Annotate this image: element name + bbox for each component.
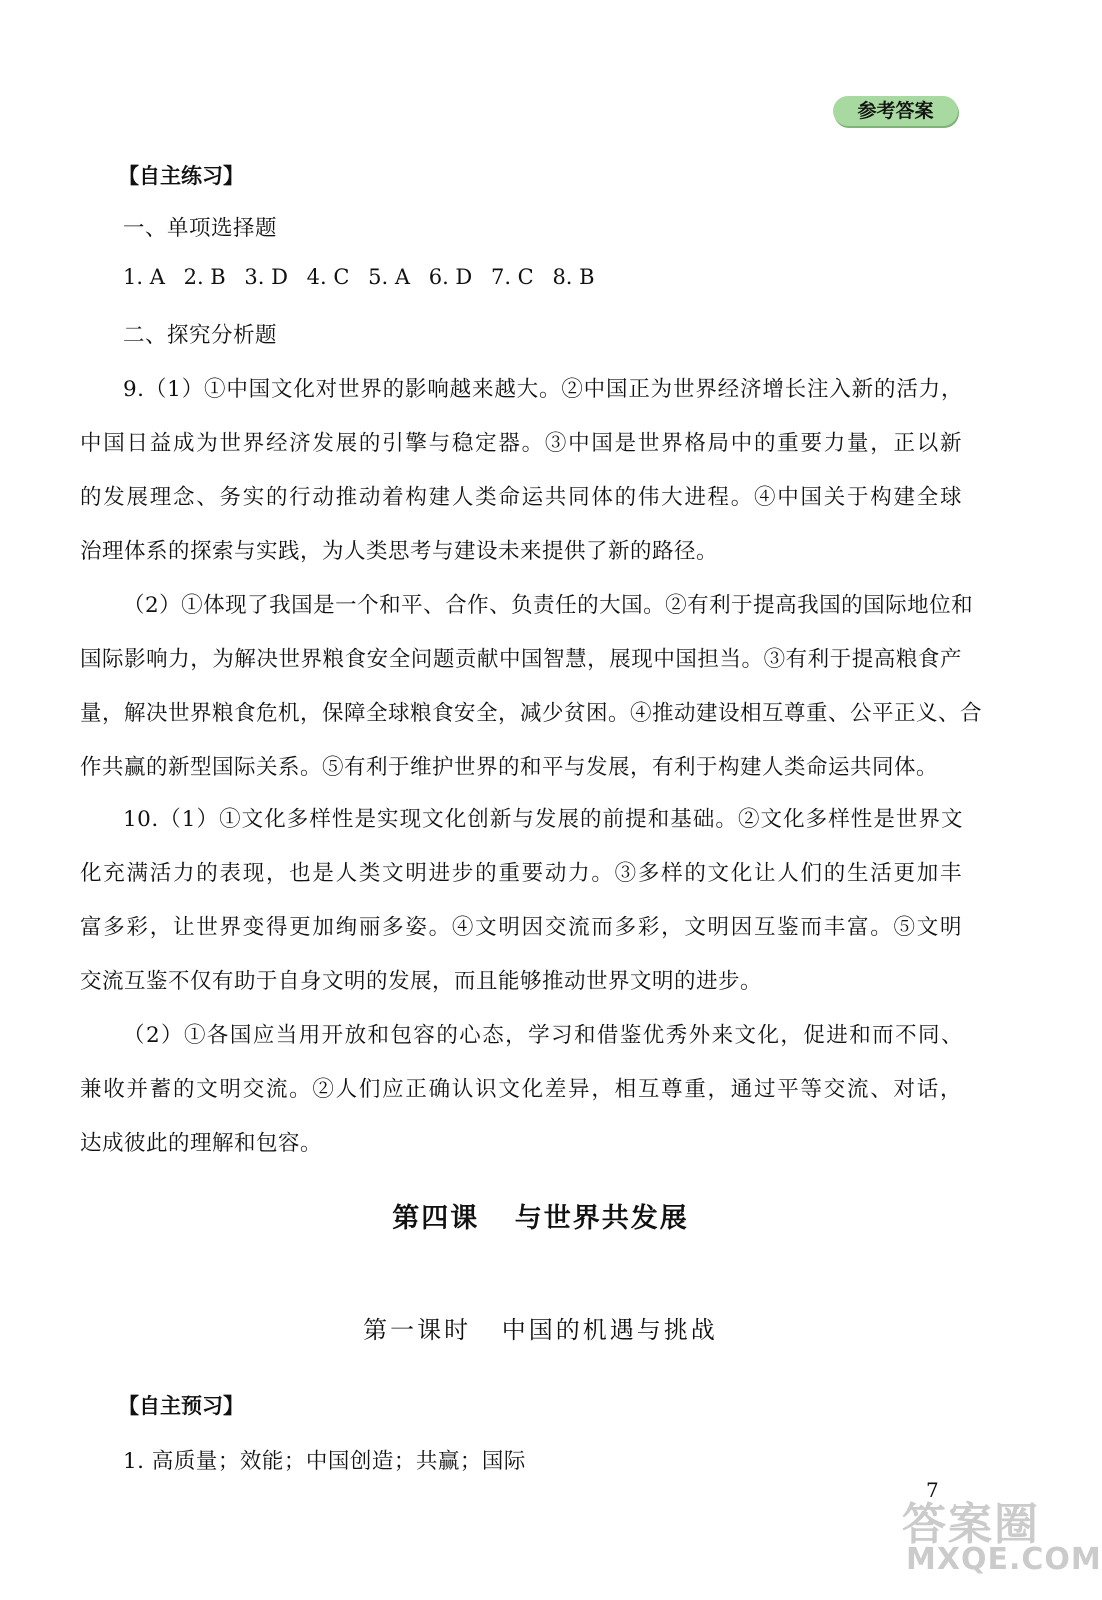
mc-answer: 5. A	[368, 265, 411, 289]
answer-line: 国际影响力，为解决世界粮食安全问题贡献中国智慧，展现中国担当。③有利于提高粮食产	[80, 647, 962, 672]
answer-line: 的发展理念、务实的行动推动着构建人类命运共同体的伟大进程。④中国关于构建全球	[80, 485, 962, 510]
answer-line: 作共赢的新型国际关系。⑤有利于维护世界的和平与发展，有利于构建人类命运共同体。	[80, 755, 939, 780]
answer-line: 兼收并蓄的文明交流。②人们应正确认识文化差异，相互尊重，通过平等交流、对话，	[80, 1077, 962, 1102]
mc-answer: 8. B	[552, 265, 595, 289]
answer-line: 中国日益成为世界经济发展的引擎与稳定器。③中国是世界格局中的重要力量，正以新	[80, 431, 962, 456]
site-watermark	[902, 1488, 1102, 1588]
answer-key-badge: 参考答案	[833, 96, 958, 126]
section-heading-self-practice: 【自主练习】	[118, 164, 244, 188]
answer-line: 化充满活力的表现，也是人类文明进步的重要动力。③多样的文化让人们的生活更加丰	[80, 861, 962, 886]
answer-line: （2）①体现了我国是一个和平、合作、负责任的大国。②有利于提高我国的国际地位和	[123, 593, 974, 618]
answer-line: 富多彩，让世界变得更加绚丽多姿。④文明因交流而多彩，文明因互鉴而丰富。⑤文明	[80, 915, 962, 940]
mc-answer: 2. B	[183, 265, 226, 289]
part2-title: 二、探究分析题	[123, 323, 278, 348]
answer-line: 9.（1）①中国文化对世界的影响越来越大。②中国正为世界经济增长注入新的活力，	[123, 377, 963, 402]
answer-line: 交流互鉴不仅有助于自身文明的发展，而且能够推动世界文明的进步。	[80, 969, 763, 994]
mc-answer-list	[123, 265, 607, 289]
mc-answer: 7. C	[490, 265, 534, 289]
preview-answer-line: 1. 高质量；效能；中国创造；共赢；国际	[123, 1449, 526, 1474]
answer-line: 治理体系的探索与实践，为人类思考与建设未来提供了新的路径。	[80, 539, 719, 564]
mc-answer: 1. A	[123, 265, 165, 289]
answer-line: （2）①各国应当用开放和包容的心态，学习和借鉴优秀外来文化，促进和而不同、	[123, 1023, 963, 1048]
watermark-logo-text: 答案圈	[902, 1499, 1040, 1550]
period-title: 第一课时 中国的机遇与挑战	[363, 1316, 718, 1344]
lesson-title: 第四课 与世界共发展	[392, 1203, 689, 1234]
answer-line: 达成彼此的理解和包容。	[80, 1131, 323, 1156]
page-number: 7	[926, 1478, 939, 1502]
part1-title: 一、单项选择题	[123, 216, 278, 241]
mc-answer: 4. C	[306, 265, 350, 289]
watermark-domain: MXQE.COM	[906, 1542, 1102, 1577]
answer-line: 10.（1）①文化多样性是实现文化创新与发展的前提和基础。②文化多样性是世界文	[123, 807, 963, 832]
answer-line: 量，解决世界粮食危机，保障全球粮食安全，减少贫困。④推动建设相互尊重、公平正义、合	[80, 701, 983, 726]
mc-answer: 3. D	[244, 265, 288, 289]
mc-answer: 6. D	[428, 265, 473, 289]
section-heading-self-preview: 【自主预习】	[118, 1394, 244, 1418]
